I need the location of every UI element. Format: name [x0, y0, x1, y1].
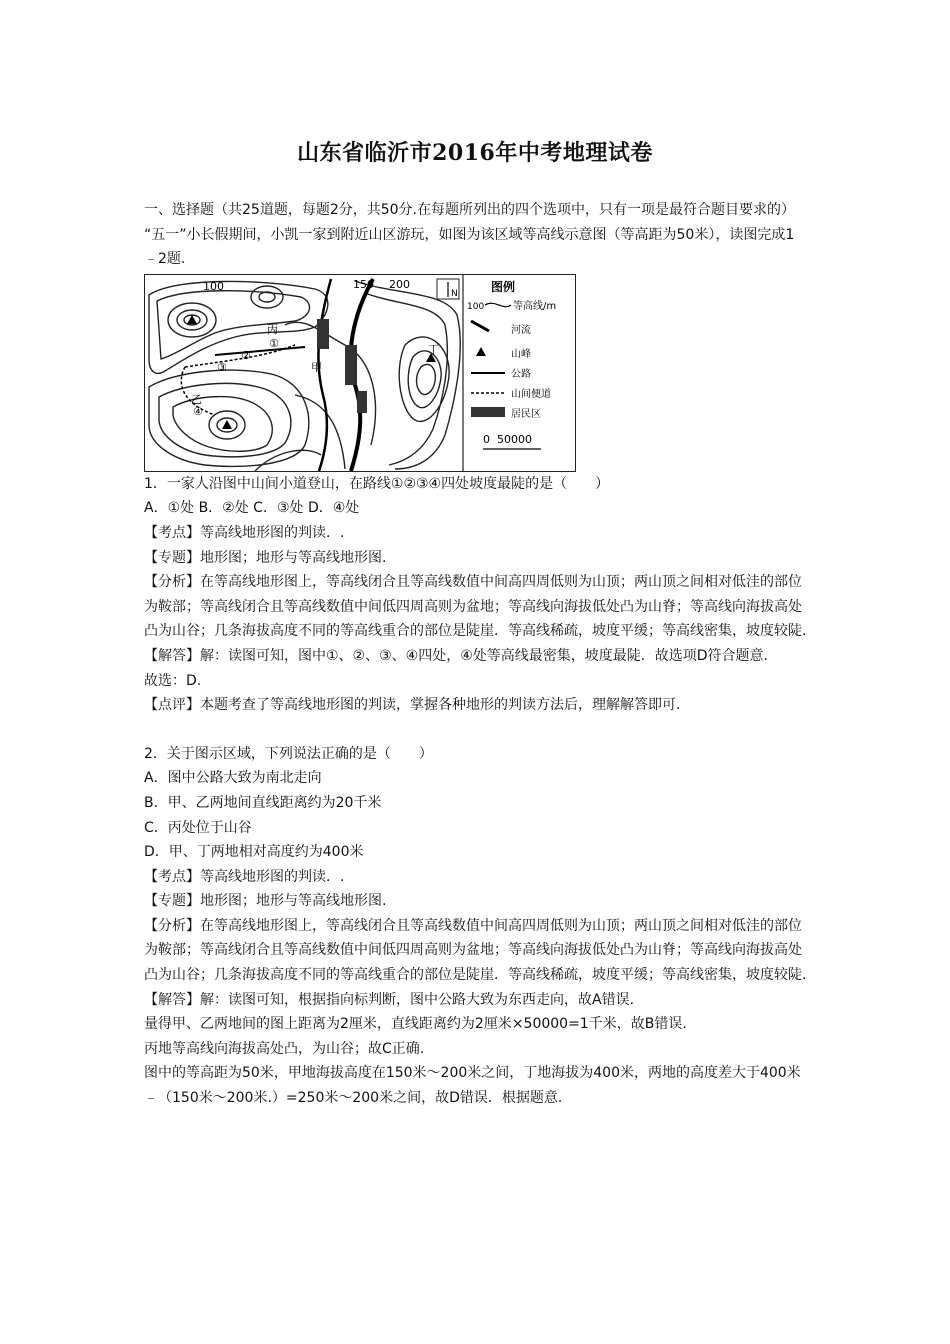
north-arrow-icon: N [451, 288, 458, 299]
q1-dianping: 【点评】本题考查了等高线地形图的判读，掌握各种地形的判读方法后，理解解答即可. [144, 697, 681, 714]
q2-option-d: D．甲、丁两地相对高度约为400米 [144, 844, 364, 861]
legend-peak: 山峰 [511, 348, 531, 360]
contour-map-figure [144, 274, 576, 472]
legend-river: 河流 [511, 324, 531, 336]
q1-zhuanti: 【专题】地形图；地形与等高线地形图. [144, 549, 387, 566]
q2-kaodian: 【考点】等高线地形图的判读．. [144, 868, 345, 885]
legend-title: 图例 [491, 279, 516, 294]
legend-trail: 山间便道 [511, 388, 551, 400]
q1-kaodian: 【考点】等高线地形图的判读．. [144, 524, 345, 541]
point-2: ② [241, 348, 251, 362]
contour-label-150: 150 [353, 277, 374, 291]
q2-jieda-c: 丙地等高线向海拔高处凸，为山谷；故C正确. [144, 1040, 425, 1057]
q2-jieda-d: 图中的等高距为50米，甲地海拔高度在150米～200米之间，丁地海拔为400米，两地的高度差大于400米﹣（150米～200米.）=250米～200米之间，故D错误．根据题意. [144, 1065, 801, 1107]
point-4: ④ [193, 404, 203, 418]
legend-contour: 等高线/m [513, 300, 557, 312]
map-scale: 0 50000 [483, 432, 532, 446]
point-1: ① [269, 336, 279, 350]
q1-stem: 1．一家人沿图中山间小道登山，在路线①②③④四处坡度最陡的是（ ） [144, 475, 610, 492]
point-3: ③ [217, 360, 227, 374]
place-ding: 丁 [428, 342, 439, 356]
q2-option-c: C．丙处位于山谷 [144, 819, 252, 836]
q2-stem: 2．关于图示区域，下列说法正确的是（ ） [144, 745, 433, 762]
document-body [144, 198, 808, 1111]
legend-residential: 居民区 [511, 408, 541, 420]
section-heading: 一、选择题（共25道题，每题2分，共50分.在每题所列出的四个选项中，只有一项是最符合题目要求的） [144, 202, 795, 218]
question-stem: “五一”小长假期间，小凯一家到附近山区游玩，如图为该区域等高线示意图（等高距为50米），读图完成1﹣2题. [144, 226, 795, 268]
contour-label-100: 100 [203, 279, 224, 293]
q1-options: A．①处 B．②处 C．③处 D．④处 [144, 500, 360, 517]
document-title: 山东省临沂市2016年中考地理试卷 [297, 140, 653, 166]
spacer [144, 718, 808, 742]
legend-sample-value: 100 [467, 301, 485, 312]
place-yi: 乙 [191, 392, 202, 406]
place-jia: 甲 [311, 360, 322, 374]
q1-jieda: 【解答】解：读图可知，图中①、②、③、④四处，④处等高线最密集，坡度最陡．故选项D符合题意. [144, 647, 768, 664]
q2-jieda: 【解答】解：读图可知，根据指向标判断，图中公路大致为东西走向，故A错误. [144, 991, 635, 1008]
q2-jieda-b: 量得甲、乙两地间的图上距离为2厘米，直线距离约为2厘米×50000=1千米，故B错误. [144, 1016, 687, 1033]
q2-fenxi: 【分析】在等高线地形图上，等高线闭合且等高线数值中间高四周低则为山顶；两山顶之间相对低洼的部位为鞍部；等高线闭合且等高线数值中间低四周高则为盆地；等高线向海拔低处凸为山脊；等高线向海拔高处凸为山谷；几条海拔高度不同的等高线重合的部位是陡崖．等高线稀疏，坡度平缓；等高线密集，坡度较陡. [144, 917, 807, 984]
q2-option-a: A．图中公路大致为南北走向 [144, 770, 322, 787]
q2-zhuanti: 【专题】地形图；地形与等高线地形图. [144, 893, 387, 910]
q1-fenxi: 【分析】在等高线地形图上，等高线闭合且等高线数值中间高四周低则为山顶；两山顶之间相对低洼的部位为鞍部；等高线闭合且等高线数值中间低四周高则为盆地；等高线向海拔低处凸为山脊；等高线向海拔高处凸为山谷；几条海拔高度不同的等高线重合的部位是陡崖．等高线稀疏，坡度平缓；等高线密集，坡度较陡. [144, 574, 807, 640]
q1-answer: 故选：D. [144, 672, 202, 689]
contour-label-200: 200 [389, 277, 410, 291]
place-bing: 丙 [267, 322, 278, 336]
legend-road: 公路 [511, 368, 531, 380]
q2-option-b: B．甲、乙两地间直线距离约为20千米 [144, 794, 382, 811]
